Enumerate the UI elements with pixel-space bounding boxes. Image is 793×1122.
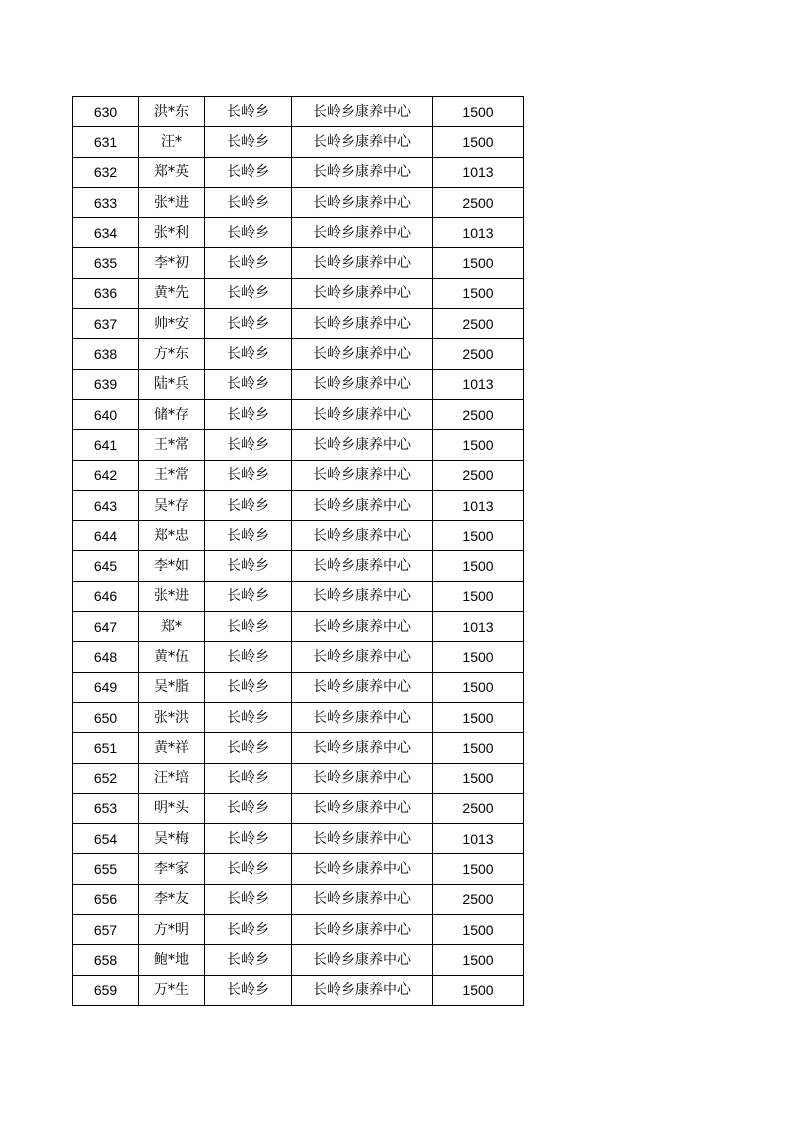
name-cell: 万*生 (139, 975, 205, 1005)
table-row (73, 824, 524, 854)
township-cell: 长岭乡 (205, 915, 292, 945)
institution-cell: 长岭乡康养中心 (292, 521, 433, 551)
township-cell: 长岭乡 (205, 339, 292, 369)
institution-cell: 长岭乡康养中心 (292, 581, 433, 611)
row-number-cell: 632 (73, 157, 139, 187)
name-cell: 吴*脂 (139, 672, 205, 702)
row-number-cell: 656 (73, 884, 139, 914)
row-number-cell: 646 (73, 581, 139, 611)
institution-cell: 长岭乡康养中心 (292, 915, 433, 945)
amount-cell: 1500 (433, 551, 524, 581)
amount-cell: 1500 (433, 945, 524, 975)
name-cell: 郑*英 (139, 157, 205, 187)
township-cell: 长岭乡 (205, 884, 292, 914)
amount-cell: 2500 (433, 339, 524, 369)
amount-cell: 1500 (433, 915, 524, 945)
table-row (73, 157, 524, 187)
amount-cell: 1500 (433, 581, 524, 611)
institution-cell: 长岭乡康养中心 (292, 884, 433, 914)
township-cell: 长岭乡 (205, 309, 292, 339)
township-cell: 长岭乡 (205, 218, 292, 248)
township-cell: 长岭乡 (205, 369, 292, 399)
name-cell: 帅*安 (139, 309, 205, 339)
name-cell: 汪*培 (139, 763, 205, 793)
name-cell: 黄*祥 (139, 733, 205, 763)
institution-cell: 长岭乡康养中心 (292, 642, 433, 672)
name-cell: 李*如 (139, 551, 205, 581)
row-number-cell: 655 (73, 854, 139, 884)
name-cell: 方*东 (139, 339, 205, 369)
amount-cell: 1500 (433, 97, 524, 127)
township-cell: 长岭乡 (205, 127, 292, 157)
row-number-cell: 653 (73, 793, 139, 823)
amount-cell: 1500 (433, 854, 524, 884)
table-row (73, 854, 524, 884)
institution-cell: 长岭乡康养中心 (292, 399, 433, 429)
township-cell: 长岭乡 (205, 702, 292, 732)
township-cell: 长岭乡 (205, 157, 292, 187)
row-number-cell: 645 (73, 551, 139, 581)
amount-cell: 1500 (433, 127, 524, 157)
institution-cell: 长岭乡康养中心 (292, 551, 433, 581)
row-number-cell: 652 (73, 763, 139, 793)
row-number-cell: 641 (73, 430, 139, 460)
table-row (73, 672, 524, 702)
institution-cell: 长岭乡康养中心 (292, 460, 433, 490)
institution-cell: 长岭乡康养中心 (292, 733, 433, 763)
amount-cell: 1013 (433, 218, 524, 248)
amount-cell: 1500 (433, 975, 524, 1005)
institution-cell: 长岭乡康养中心 (292, 793, 433, 823)
name-cell: 洪*东 (139, 97, 205, 127)
name-cell: 黄*先 (139, 278, 205, 308)
row-number-cell: 658 (73, 945, 139, 975)
name-cell: 王*常 (139, 430, 205, 460)
township-cell: 长岭乡 (205, 975, 292, 1005)
township-cell: 长岭乡 (205, 642, 292, 672)
institution-cell: 长岭乡康养中心 (292, 490, 433, 520)
row-number-cell: 649 (73, 672, 139, 702)
table-row (73, 339, 524, 369)
institution-cell: 长岭乡康养中心 (292, 945, 433, 975)
institution-cell: 长岭乡康养中心 (292, 248, 433, 278)
amount-cell: 1500 (433, 248, 524, 278)
amount-cell: 2500 (433, 309, 524, 339)
table-row (73, 884, 524, 914)
township-cell: 长岭乡 (205, 521, 292, 551)
township-cell: 长岭乡 (205, 187, 292, 217)
amount-cell: 1013 (433, 824, 524, 854)
row-number-cell: 635 (73, 248, 139, 278)
name-cell: 吴*梅 (139, 824, 205, 854)
township-cell: 长岭乡 (205, 490, 292, 520)
institution-cell: 长岭乡康养中心 (292, 702, 433, 732)
name-cell: 明*头 (139, 793, 205, 823)
name-cell: 张*进 (139, 187, 205, 217)
row-number-cell: 637 (73, 309, 139, 339)
township-cell: 长岭乡 (205, 945, 292, 975)
amount-cell: 2500 (433, 399, 524, 429)
name-cell: 张*进 (139, 581, 205, 611)
township-cell: 长岭乡 (205, 430, 292, 460)
institution-cell: 长岭乡康养中心 (292, 430, 433, 460)
row-number-cell: 636 (73, 278, 139, 308)
amount-cell: 1013 (433, 157, 524, 187)
township-cell: 长岭乡 (205, 824, 292, 854)
table-row (73, 702, 524, 732)
township-cell: 长岭乡 (205, 763, 292, 793)
institution-cell: 长岭乡康养中心 (292, 187, 433, 217)
table-row (73, 430, 524, 460)
township-cell: 长岭乡 (205, 733, 292, 763)
township-cell: 长岭乡 (205, 248, 292, 278)
name-cell: 黄*伍 (139, 642, 205, 672)
table-row (73, 733, 524, 763)
row-number-cell: 643 (73, 490, 139, 520)
table-row (73, 127, 524, 157)
name-cell: 郑*忠 (139, 521, 205, 551)
row-number-cell: 640 (73, 399, 139, 429)
amount-cell: 1013 (433, 612, 524, 642)
amount-cell: 1500 (433, 763, 524, 793)
row-number-cell: 654 (73, 824, 139, 854)
row-number-cell: 639 (73, 369, 139, 399)
amount-cell: 1500 (433, 672, 524, 702)
table-row (73, 248, 524, 278)
table-row (73, 945, 524, 975)
institution-cell: 长岭乡康养中心 (292, 763, 433, 793)
amount-cell: 2500 (433, 460, 524, 490)
institution-cell: 长岭乡康养中心 (292, 127, 433, 157)
institution-cell: 长岭乡康养中心 (292, 218, 433, 248)
row-number-cell: 644 (73, 521, 139, 551)
beneficiary-table (72, 96, 524, 1006)
row-number-cell: 659 (73, 975, 139, 1005)
amount-cell: 1500 (433, 521, 524, 551)
name-cell: 李*家 (139, 854, 205, 884)
table-row (73, 551, 524, 581)
amount-cell: 1013 (433, 490, 524, 520)
table-row (73, 97, 524, 127)
table-row (73, 521, 524, 551)
row-number-cell: 638 (73, 339, 139, 369)
township-cell: 长岭乡 (205, 399, 292, 429)
institution-cell: 长岭乡康养中心 (292, 369, 433, 399)
township-cell: 长岭乡 (205, 672, 292, 702)
amount-cell: 1013 (433, 369, 524, 399)
row-number-cell: 634 (73, 218, 139, 248)
name-cell: 李*初 (139, 248, 205, 278)
name-cell: 陆*兵 (139, 369, 205, 399)
row-number-cell: 642 (73, 460, 139, 490)
township-cell: 长岭乡 (205, 581, 292, 611)
name-cell: 李*友 (139, 884, 205, 914)
table-row (73, 763, 524, 793)
township-cell: 长岭乡 (205, 278, 292, 308)
institution-cell: 长岭乡康养中心 (292, 157, 433, 187)
name-cell: 汪* (139, 127, 205, 157)
amount-cell: 2500 (433, 793, 524, 823)
institution-cell: 长岭乡康养中心 (292, 975, 433, 1005)
township-cell: 长岭乡 (205, 97, 292, 127)
name-cell: 王*常 (139, 460, 205, 490)
township-cell: 长岭乡 (205, 854, 292, 884)
institution-cell: 长岭乡康养中心 (292, 612, 433, 642)
institution-cell: 长岭乡康养中心 (292, 309, 433, 339)
name-cell: 张*利 (139, 218, 205, 248)
amount-cell: 1500 (433, 733, 524, 763)
table-row (73, 975, 524, 1005)
table-row (73, 309, 524, 339)
township-cell: 长岭乡 (205, 793, 292, 823)
name-cell: 郑* (139, 612, 205, 642)
amount-cell: 2500 (433, 884, 524, 914)
name-cell: 吴*存 (139, 490, 205, 520)
institution-cell: 长岭乡康养中心 (292, 97, 433, 127)
amount-cell: 1500 (433, 702, 524, 732)
table-row (73, 187, 524, 217)
institution-cell: 长岭乡康养中心 (292, 672, 433, 702)
amount-cell: 2500 (433, 187, 524, 217)
amount-cell: 1500 (433, 430, 524, 460)
amount-cell: 1500 (433, 278, 524, 308)
table-row (73, 490, 524, 520)
township-cell: 长岭乡 (205, 612, 292, 642)
township-cell: 长岭乡 (205, 551, 292, 581)
name-cell: 方*明 (139, 915, 205, 945)
row-number-cell: 650 (73, 702, 139, 732)
table-row (73, 793, 524, 823)
township-cell: 长岭乡 (205, 460, 292, 490)
table-row (73, 369, 524, 399)
table-row (73, 612, 524, 642)
row-number-cell: 631 (73, 127, 139, 157)
name-cell: 储*存 (139, 399, 205, 429)
row-number-cell: 657 (73, 915, 139, 945)
institution-cell: 长岭乡康养中心 (292, 278, 433, 308)
amount-cell: 1500 (433, 642, 524, 672)
table-row (73, 581, 524, 611)
table-row (73, 278, 524, 308)
table-row (73, 460, 524, 490)
row-number-cell: 648 (73, 642, 139, 672)
table-row (73, 642, 524, 672)
table-row (73, 399, 524, 429)
institution-cell: 长岭乡康养中心 (292, 824, 433, 854)
row-number-cell: 651 (73, 733, 139, 763)
row-number-cell: 630 (73, 97, 139, 127)
row-number-cell: 633 (73, 187, 139, 217)
row-number-cell: 647 (73, 612, 139, 642)
name-cell: 鲍*地 (139, 945, 205, 975)
institution-cell: 长岭乡康养中心 (292, 339, 433, 369)
name-cell: 张*洪 (139, 702, 205, 732)
institution-cell: 长岭乡康养中心 (292, 854, 433, 884)
table-row (73, 915, 524, 945)
table-row (73, 218, 524, 248)
table-body (73, 97, 524, 1006)
